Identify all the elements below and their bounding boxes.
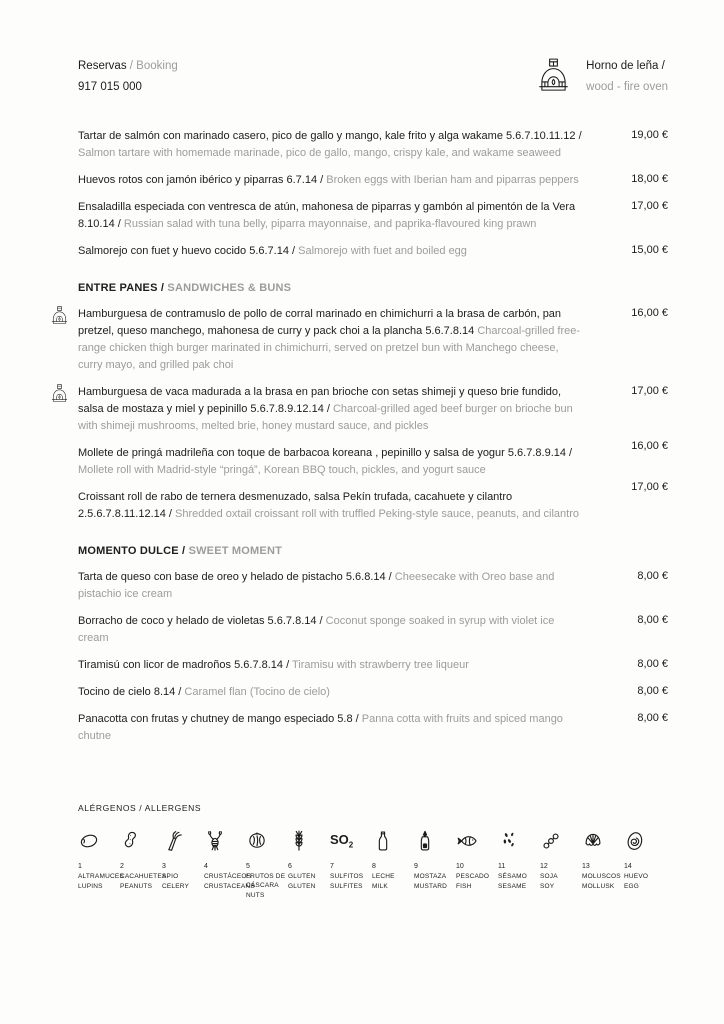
menu-item: [78, 306, 668, 374]
item-name-es: Panacotta con frutas y chutney de mango especiado 5.8 /: [78, 713, 359, 725]
item-price: 17,00 €: [631, 481, 668, 493]
item-desc-en: Charcoal-grilled aged beef burger on brioche bun with shimeji mushrooms, melted brie, honey mustard sauce, and pickles: [78, 403, 573, 432]
menu-item: [78, 199, 668, 233]
item-price: 8,00 €: [637, 614, 668, 626]
allergen-item: 1 ALTRAMUCES LUPINS: [78, 828, 120, 900]
wood-oven-note: [538, 56, 668, 98]
peanut-icon: [120, 828, 162, 854]
header: [78, 56, 668, 98]
allergen-item: 8 LECHE MILK: [372, 828, 414, 900]
menu: [78, 128, 668, 745]
item-price: 8,00 €: [637, 658, 668, 670]
item-price: 16,00 €: [631, 440, 668, 452]
allergen-item: 5 FRUTOS DE CÁSCARA NUTS: [246, 828, 288, 900]
mustard-icon: [414, 828, 456, 854]
item-desc-en: Mollete roll with Madrid-style “pringá”, Korean BBQ touch, pickles, and yogurt sauce: [78, 464, 486, 476]
sulfites-icon: $SO_2$: [330, 832, 354, 850]
allergen-item: 12 SOJA SOY: [540, 828, 582, 900]
item-price: 8,00 €: [637, 570, 668, 582]
menu-item: [78, 440, 668, 479]
allergen-item: 13 MOLUSCOS MOLLUSK: [582, 828, 624, 900]
item-desc-en: Broken eggs with Iberian ham and piparras peppers: [326, 174, 579, 186]
item-price: 19,00 €: [631, 129, 668, 141]
item-desc-en: Panna cotta with fruits and spiced mango chutne: [78, 713, 563, 742]
menu-item: [78, 711, 668, 745]
item-price: 16,00 €: [631, 307, 668, 319]
oven-label-en: wood - fire oven: [586, 81, 668, 93]
item-price: 17,00 €: [631, 200, 668, 212]
item-name-es: Borracho de coco y helado de violetas 5.6.7.8.14 /: [78, 615, 323, 627]
item-desc-en: Salmon tartare with homemade marinade, pico de gallo, mango, crispy kale, and wakame seaweed: [78, 147, 562, 159]
item-price: 8,00 €: [637, 712, 668, 724]
item-desc-en: Tiramisu with strawberry tree liqueur: [292, 659, 469, 671]
egg-icon: [624, 828, 666, 854]
oven-labels: [586, 56, 668, 98]
item-name-es: Hamburguesa de contramuslo de pollo de corral marinado en chimichurri a la brasa de carbón, pan pretzel, queso manchego, mahonesa de curry y pack choi a la plancha 5.6.7.8.14: [78, 308, 562, 337]
item-name-es: Huevos rotos con jamón ibérico y piparras 6.7.14 /: [78, 174, 324, 186]
item-name-es: Croissant roll de rabo de ternera desmenuzado, salsa Pekín trufada, cacahuete y cilantro 2.5.6.7.8.11.12.14 /: [78, 491, 513, 520]
menu-item: [78, 172, 668, 189]
section-title: MOMENTO DULCE / SWEET MOMENT: [78, 545, 283, 557]
item-name-es: Tiramisú con licor de madroños 5.6.7.8.14 /: [78, 659, 290, 671]
item-name-es: Tocino de cielo 8.14 /: [78, 686, 182, 698]
item-desc-en: Salmorejo with fuet and boiled egg: [298, 245, 467, 257]
allergen-item: 10 PESCADO FISH: [456, 828, 498, 900]
sesame-icon: [498, 828, 540, 854]
phone-number: 917 015 000: [78, 81, 142, 93]
item-name-es: Hamburguesa de vaca madurada a la brasa en pan brioche con setas shimeji y queso brie fundido, salsa de mostaza y miel y pepinillo 5.6.7.8.9.12.14 /: [78, 386, 562, 415]
allergen-item: 4 CRUSTÁCEOS CRUSTACEANS: [204, 828, 246, 900]
fish-icon: [456, 828, 498, 854]
item-name-es: Tartar de salmón con marinado casero, pico de gallo y mango, kale frito y alga wakame 5.6.7.10.11.12 /: [78, 130, 582, 142]
milk-icon: [372, 828, 414, 854]
allergens-title: ALÉRGENOS / ALLERGENS: [78, 803, 202, 813]
gluten-icon: [288, 828, 330, 854]
section-desserts: [78, 545, 668, 745]
menu-item: [78, 128, 668, 162]
booking-line: [78, 56, 178, 77]
oven-label-es: Horno de leña /: [586, 60, 665, 72]
wood-fire-oven-icon: [538, 56, 569, 95]
lupin-icon: [78, 828, 120, 854]
item-desc-en: Caramel flan (Tocino de cielo): [184, 686, 330, 698]
crustacean-icon: [204, 828, 246, 854]
allergen-item: 6 GLUTEN GLUTEN: [288, 828, 330, 900]
allergen-item: 9 MOSTAZA MUSTARD: [414, 828, 456, 900]
menu-item: [78, 613, 668, 647]
wood-fire-oven-icon: [51, 384, 68, 403]
reservas-label: Reservas: [78, 60, 127, 72]
menu-item: [78, 243, 668, 260]
item-name-es: Tarta de queso con base de oreo y helado de pistacho 5.6.8.14 /: [78, 571, 392, 583]
allergen-item: 2 CACAHUETES PEANUTS: [120, 828, 162, 900]
section-sandwiches: [78, 282, 668, 523]
nut-icon: [246, 828, 288, 854]
item-price: 8,00 €: [637, 685, 668, 697]
item-name-es: Mollete de pringá madrileña con toque de barbacoa koreana , pepinillo y salsa de yogur 5.6.7.8.9.14 /: [78, 447, 573, 459]
item-desc-en: Cheesecake with Oreo base and pistachio ice cream: [78, 571, 555, 600]
section-starters: [78, 128, 668, 260]
soy-icon: [540, 828, 582, 854]
allergen-item: $SO_2$ 7 SULFITOS SULFITES: [330, 828, 372, 900]
item-desc-en: Shredded oxtail croissant roll with truffled Peking-style sauce, peanuts, and cilantro: [175, 508, 580, 520]
celery-icon: [162, 828, 204, 854]
item-price: 15,00 €: [631, 244, 668, 256]
menu-item: [78, 481, 668, 523]
item-desc-en: Coconut sponge soaked in syrup with violet ice cream: [78, 615, 555, 644]
section-title: ENTRE PANES / SANDWICHES & BUNS: [78, 282, 292, 294]
item-price: 17,00 €: [631, 385, 668, 397]
item-name-es: Ensaladilla especiada con ventresca de atún, mahonesa de piparras y gambón al pimentón de la Vera 8.10.14 /: [78, 201, 576, 230]
menu-item: [78, 684, 668, 701]
item-desc-en: Russian salad with tuna belly, piparra mayonnaise, and paprika-flavoured king prawn: [123, 218, 537, 230]
booking-info: [78, 56, 178, 98]
item-price: 18,00 €: [631, 173, 668, 185]
item-desc-en: Charcoal-grilled free-range chicken thigh burger marinated in chimichurri, served on pretzel bun with Manchego cheese, curry mayo, and grilled pak choi: [78, 325, 581, 371]
allergens-row: [78, 828, 668, 900]
mollusk-icon: [582, 828, 624, 854]
menu-item: [78, 384, 668, 435]
allergen-item: 3 APIO CELERY: [162, 828, 204, 900]
allergen-item: 11 SÉSAMO SESAME: [498, 828, 540, 900]
wood-fire-oven-icon: [51, 306, 68, 325]
menu-item: [78, 657, 668, 674]
allergens-legend: [78, 803, 668, 900]
booking-label: / Booking: [129, 60, 178, 72]
menu-item: [78, 569, 668, 603]
allergen-item: 14 HUEVO EGG: [624, 828, 666, 900]
item-name-es: Salmorejo con fuet y huevo cocido 5.6.7.14 /: [78, 245, 296, 257]
